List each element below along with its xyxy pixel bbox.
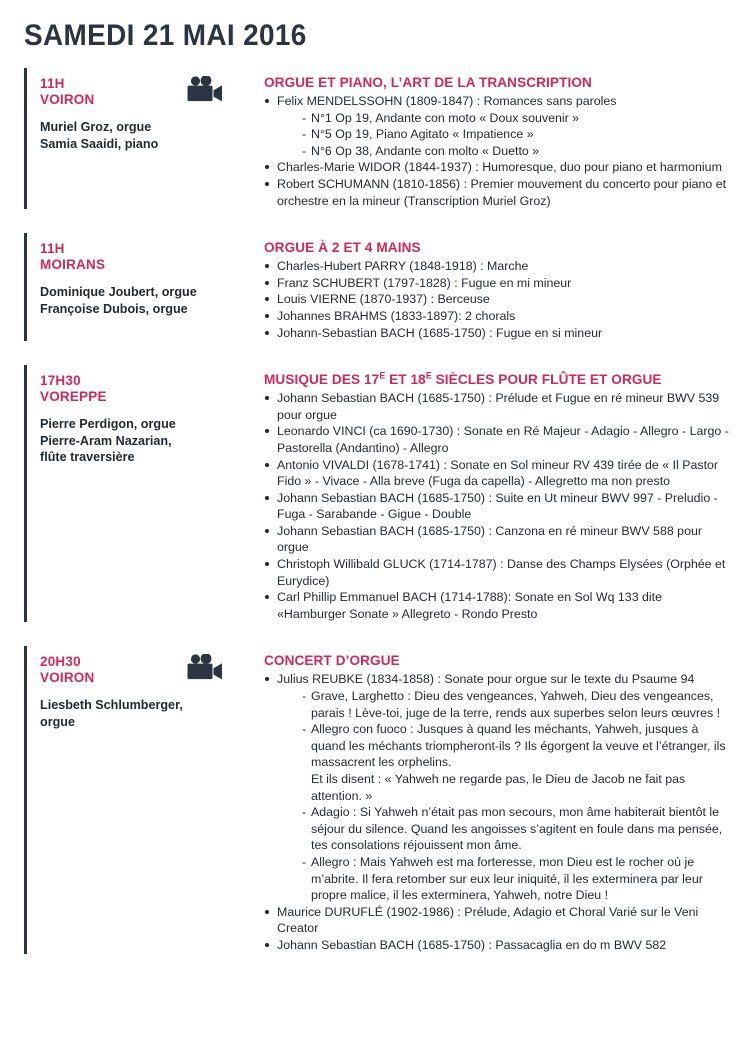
program-item-text: Charles-Marie WIDOR (1844-1937) : Humoresque, duo pour piano et harmonium bbox=[277, 160, 722, 175]
program-subitem-text: Allegro : Mais Yahweh est ma forteresse, mon Dieu est le rocher où je m’abrite. Il fera retomber sur eux leur iniquité, il les exterminera par leur propre malice, il les exterminera, Yahweh, notre Dieu ! bbox=[311, 854, 703, 903]
dash-marker: - bbox=[302, 689, 307, 704]
bullet-icon bbox=[265, 165, 269, 169]
bullet-icon bbox=[265, 264, 269, 268]
program-item bbox=[264, 159, 730, 176]
event-icon-slot bbox=[186, 646, 264, 689]
event-accent-bar bbox=[24, 233, 27, 341]
program-item bbox=[264, 390, 730, 423]
program-item-text: Carl Phillip Emmanuel BACH (1714-1788): Sonate en Sol Wq 133 dite «Hamburger Sonate » Allegreto - Rondo Presto bbox=[277, 590, 662, 621]
event-performers bbox=[40, 119, 186, 152]
program-item bbox=[264, 291, 730, 308]
program-item bbox=[264, 325, 730, 342]
event-place: VOIRON bbox=[40, 670, 95, 686]
bullet-icon bbox=[265, 429, 269, 433]
program-item-text: Leonardo VINCI (ca 1690-1730) : Sonate en Ré Majeur - Adagio - Allegro - Largo - Pastorella (Andantino) - Allegro bbox=[277, 424, 729, 455]
program-items bbox=[264, 258, 730, 341]
event-program bbox=[264, 68, 740, 209]
event-block bbox=[0, 68, 740, 209]
program-item bbox=[264, 523, 730, 556]
event-separator bbox=[0, 622, 740, 646]
bullet-icon bbox=[265, 99, 269, 103]
performer-line: Pierre Perdigon, orgue bbox=[40, 417, 176, 432]
program-subitem-text: N°1 Op 19, Andante con moto « Doux souvenir » bbox=[311, 110, 580, 125]
event-time: 17H30 bbox=[40, 373, 81, 389]
program-item bbox=[264, 589, 730, 622]
event-meta bbox=[40, 68, 186, 152]
program-item-text: Antonio VIVALDI (1678-1741) : Sonate en Sol mineur RV 439 tirée de « Il Pastor Fido » - Vivace - Alla breve (Fuga da capella) - Allegretto ma non presto bbox=[277, 457, 719, 489]
event-accent-bar bbox=[24, 365, 27, 622]
program-subitems bbox=[277, 110, 730, 160]
program-item-text: Louis VIERNE (1870-1937) : Berceuse bbox=[277, 292, 490, 307]
event-icon-slot bbox=[186, 68, 264, 111]
event-place: VOIRON bbox=[40, 92, 95, 107]
program-subitem bbox=[302, 688, 730, 721]
program-subitem bbox=[302, 126, 730, 143]
program-item-text: Johann Sebastian BACH (1685-1750) : Suite en Ut mineur BWV 997 - Preludio - Fuga - Sarabande - Gigue - Double bbox=[277, 490, 718, 522]
event-icon-slot bbox=[186, 365, 264, 373]
bullet-icon bbox=[265, 331, 269, 335]
program-subitem bbox=[302, 854, 730, 904]
event-place: VOREPPE bbox=[40, 389, 107, 405]
program-item-text: Johann Sebastian BACH (1685-1750) : Prélude et Fugue en ré mineur BWV 539 pour orgue bbox=[277, 391, 720, 422]
program-subitem-text: Grave, Larghetto : Dieu des vengeances, Yahweh, Dieu des vengeances, parais ! Lève-toi, juge de la terre, rends aux superbes selon leurs œuvres ! bbox=[311, 689, 721, 720]
bullet-icon bbox=[265, 396, 269, 400]
program-item bbox=[264, 93, 730, 159]
event-performers bbox=[40, 416, 186, 466]
performer-line: Samia Saaidi, piano bbox=[40, 136, 159, 151]
dash-marker: - bbox=[302, 127, 307, 142]
event-separator bbox=[0, 341, 740, 365]
program-subitem-text: Adagio : Si Yahweh n’était pas mon secours, mon âme habiterait bientôt le séjour du silence. Quand les angoisses s’agitent en foule dans ma pensée, tes consolations réjouissent mon âme. bbox=[311, 805, 723, 853]
video-camera-icon bbox=[186, 654, 224, 689]
bullet-icon bbox=[265, 314, 269, 318]
performer-line: orgue bbox=[40, 714, 75, 729]
bullet-icon bbox=[265, 562, 269, 566]
bullet-icon bbox=[265, 529, 269, 533]
program-item bbox=[264, 423, 730, 456]
program-subitem bbox=[302, 721, 730, 771]
program-subitem bbox=[302, 110, 730, 127]
program-subitem-text: N°5 Op 19, Piano Agitato « Impatience » bbox=[311, 127, 534, 142]
program-item bbox=[264, 457, 730, 490]
program-item bbox=[264, 275, 730, 292]
performer-line: flûte traversière bbox=[40, 450, 135, 465]
event-separator bbox=[0, 209, 740, 233]
program-item-text: Johannes BRAHMS (1833-1897): 2 chorals bbox=[277, 308, 516, 323]
event-accent-bar bbox=[24, 646, 27, 953]
event-accent-bar bbox=[24, 68, 27, 209]
program-item bbox=[264, 490, 730, 523]
page-title: SAMEDI 21 MAI 2016 bbox=[24, 19, 307, 52]
program-subitem-text: Allegro con fuoco : Jusques à quand les méchants, Yahweh, jusques à quand les méchants triompheront-ils ? Ils égorgent la veuve et l’étranger, ils massacrent les orphelins. bbox=[311, 722, 726, 770]
event-time: 11H bbox=[40, 241, 65, 257]
program-items bbox=[264, 390, 730, 622]
event-icon-slot bbox=[186, 233, 264, 241]
events-list bbox=[0, 68, 740, 954]
bullet-icon bbox=[265, 297, 269, 301]
program-item-text: Maurice DURUFLÉ (1902-1986) : Prélude, Adagio et Choral Varié sur le Veni Creator bbox=[277, 904, 699, 936]
bullet-icon bbox=[265, 943, 269, 947]
program-item bbox=[264, 176, 730, 209]
program-item-text: Johann Sebastian BACH (1685-1750) : Passacaglia en do m BWV 582 bbox=[277, 937, 667, 952]
bullet-icon bbox=[265, 910, 269, 914]
bullet-icon bbox=[265, 281, 269, 285]
performer-line: Liesbeth Schlumberger, bbox=[40, 698, 183, 713]
dash-marker: - bbox=[302, 854, 307, 869]
program-item bbox=[264, 258, 730, 275]
dash-marker: - bbox=[302, 722, 307, 737]
event-block bbox=[0, 646, 740, 953]
program-item bbox=[264, 671, 730, 903]
program-item-text: Felix MENDELSSOHN (1809-1847) : Romances sans paroles bbox=[277, 94, 617, 108]
performer-line: Françoise Dubois, orgue bbox=[40, 301, 188, 316]
event-program bbox=[264, 365, 740, 622]
dash-marker: - bbox=[302, 110, 307, 125]
program-item-text: Charles-Hubert PARRY (1848-1918) : Marche bbox=[277, 259, 529, 274]
event-time: 20H30 bbox=[40, 654, 81, 670]
program-item bbox=[264, 308, 730, 325]
event-place: MOIRANS bbox=[40, 257, 106, 273]
event-meta bbox=[40, 646, 186, 730]
program-item bbox=[264, 904, 730, 937]
event-performers bbox=[40, 697, 186, 730]
program-title: ORGUE À 2 ET 4 MAINS bbox=[264, 239, 421, 256]
event-block bbox=[0, 233, 740, 341]
program-item bbox=[264, 937, 730, 954]
event-program bbox=[264, 646, 740, 953]
event-meta bbox=[40, 233, 197, 317]
program-item-text: Johann Sebastian BACH (1685-1750) : Canzona en ré mineur BWV 588 pour orgue bbox=[277, 523, 702, 555]
video-camera-icon bbox=[186, 76, 224, 111]
bullet-icon bbox=[265, 496, 269, 500]
event-time: 11H bbox=[40, 76, 65, 91]
event-meta bbox=[40, 365, 186, 466]
program-subitem bbox=[302, 143, 730, 160]
program-item-text: Julius REUBKE (1834-1858) : Sonate pour orgue sur le texte du Psaume 94 bbox=[277, 672, 695, 687]
dash-marker: - bbox=[302, 805, 307, 820]
program-subitem-continuation: Et ils disent : « Yahweh ne regarde pas, le Dieu de Jacob ne fait pas attention. » bbox=[311, 772, 686, 803]
program-title: ORGUE ET PIANO, L’ART DE LA TRANSCRIPTION bbox=[264, 74, 592, 90]
dash-marker: - bbox=[302, 143, 307, 158]
performer-line: Pierre-Aram Nazarian, bbox=[40, 433, 172, 448]
program-subitem-text: N°6 Op 38, Andante con molto « Duetto » bbox=[311, 143, 540, 158]
bullet-icon bbox=[265, 463, 269, 467]
program-subitem bbox=[302, 804, 730, 854]
program-items bbox=[264, 93, 730, 209]
program-title: CONCERT D’ORGUE bbox=[264, 652, 400, 669]
program-item-text: Christoph Willibald GLUCK (1714-1787) : Danse des Champs Elysées (Orphée et Eurydice) bbox=[277, 557, 726, 588]
event-program bbox=[264, 233, 740, 341]
program-item-text: Robert SCHUMANN (1810-1856) : Premier mouvement du concerto pour piano et orchestre en la mineur (Transcription Muriel Groz) bbox=[277, 176, 727, 208]
program-title: MUSIQUE DES $17^E$ ET $18^E$ SIÈCLES POUR FLÛTE ET ORGUE bbox=[264, 370, 662, 388]
performer-line: Muriel Groz, orgue bbox=[40, 120, 152, 134]
bullet-icon bbox=[265, 182, 269, 186]
performer-line: Dominique Joubert, orgue bbox=[40, 285, 197, 300]
program-item-text: Franz SCHUBERT (1797-1828) : Fugue en mi mineur bbox=[277, 275, 572, 290]
program-item-text: Johann-Sebastian BACH (1685-1750) : Fugue en si mineur bbox=[277, 325, 603, 340]
event-block bbox=[0, 365, 740, 622]
event-performers bbox=[40, 284, 197, 317]
program-item bbox=[264, 556, 730, 589]
program-items bbox=[264, 671, 730, 953]
bullet-icon bbox=[265, 677, 269, 681]
program-subitems bbox=[277, 688, 730, 904]
bullet-icon bbox=[265, 595, 269, 599]
